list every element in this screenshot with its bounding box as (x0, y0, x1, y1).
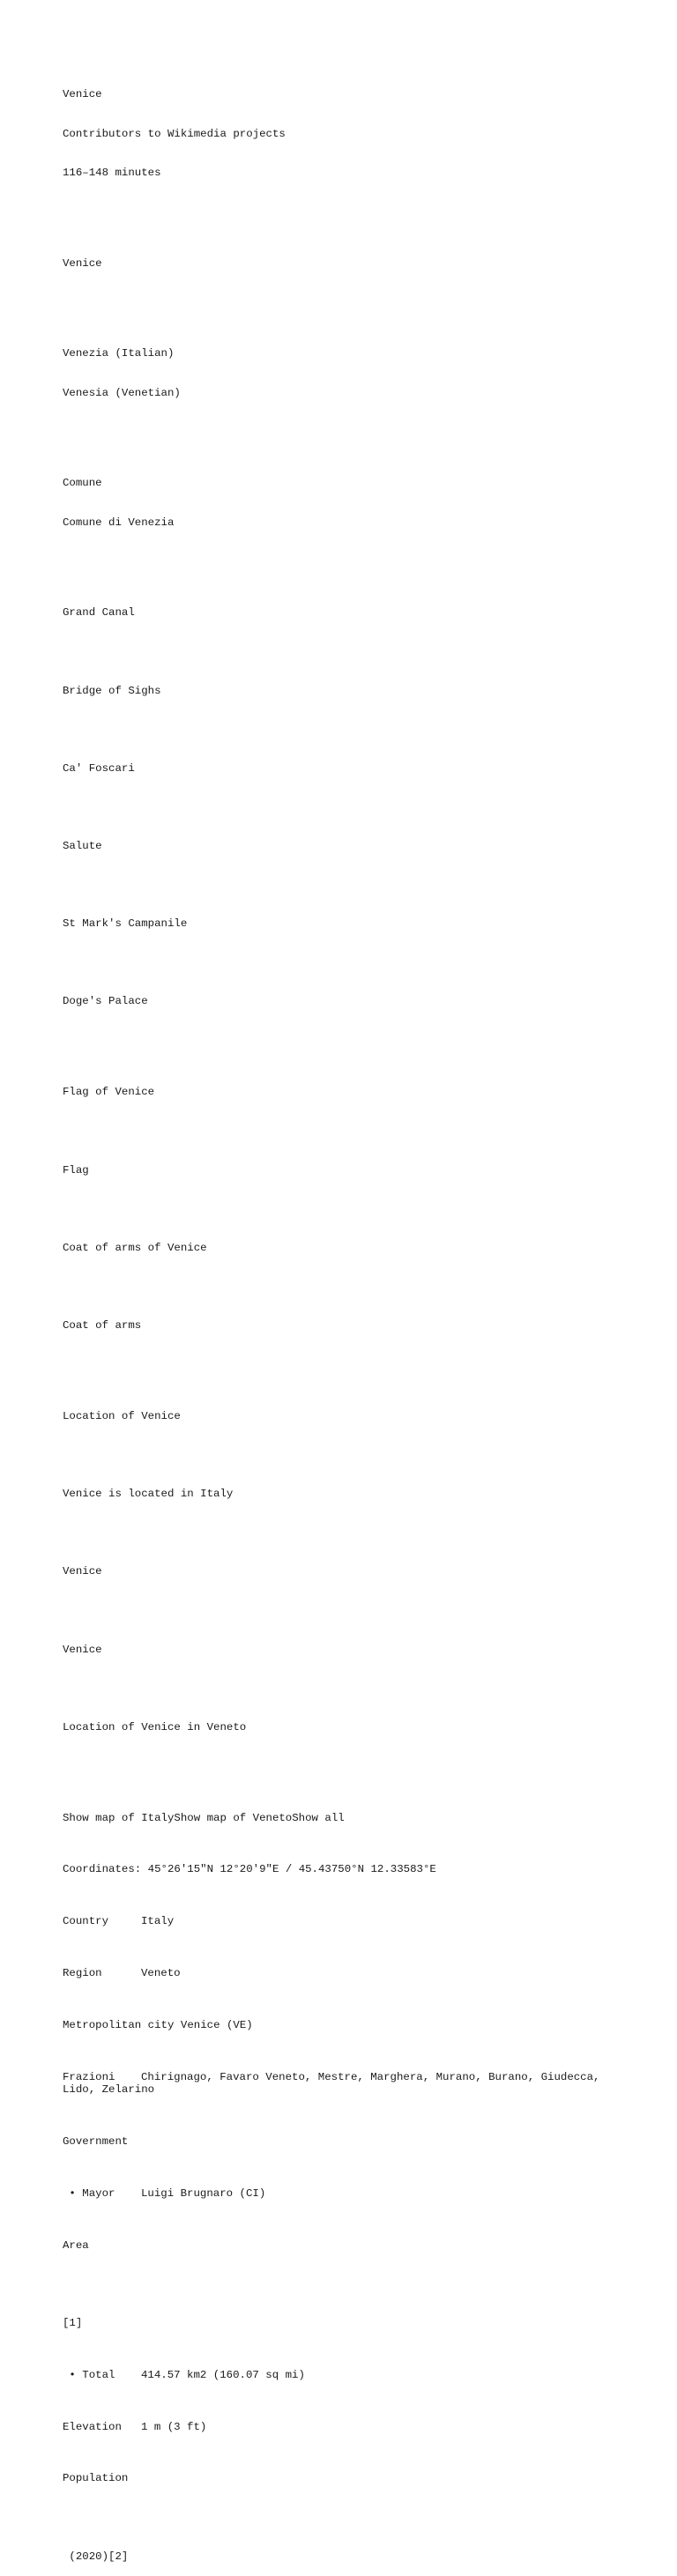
metro-city-row (63, 2019, 627, 2032)
spacer (63, 1604, 627, 1617)
article-text (63, 63, 627, 2576)
total-area-row (63, 2369, 627, 2382)
spacer (63, 1203, 627, 1216)
total-area-label: • Total (63, 2368, 115, 2381)
area-reference-link[interactable]: [1] (63, 2317, 83, 2330)
spacer (63, 1035, 627, 1048)
mayor-value-link[interactable]: Luigi Brugnaro (CI) (141, 2187, 266, 2201)
spacer (63, 205, 627, 219)
spacer (63, 646, 627, 659)
country-value-link[interactable]: Italy (141, 1915, 175, 1928)
country-label: Country (63, 1915, 109, 1928)
population-label: Population (63, 2472, 129, 2485)
elevation-label: Elevation (63, 2420, 122, 2433)
spacer (63, 1358, 627, 1371)
mayor-label: • Mayor (63, 2187, 115, 2201)
elevation-row (63, 2421, 627, 2434)
flag-alt-text: Flag of Venice (63, 1086, 155, 1099)
location-map-alt-text: Location of Venice (63, 1409, 181, 1422)
show-all-maps-link[interactable]: Show all (292, 1811, 345, 1824)
spacer (63, 426, 627, 439)
spacer (63, 1449, 627, 1462)
metro-city-label: Metropolitan city (63, 2018, 175, 2031)
gallery-caption-campanile: St Mark's Campanile (63, 917, 188, 931)
spacer (63, 724, 627, 737)
spacer (63, 1526, 627, 1540)
spacer (63, 956, 627, 969)
coat-of-arms-caption-link[interactable]: Coat of arms (63, 1319, 142, 1332)
show-map-veneto-link[interactable]: Show map of Veneto (174, 1811, 293, 1824)
government-label: Government (63, 2135, 129, 2149)
official-name: Comune di Venezia (63, 516, 175, 529)
population-year-reference[interactable]: (2020)[2] (63, 2550, 129, 2563)
spacer (63, 879, 627, 892)
infobox-name: Venice (63, 256, 102, 270)
coat-of-arms-alt-text: Coat of arms of Venice (63, 1241, 207, 1254)
reading-time: 116–148 minutes (63, 166, 161, 179)
location-caption: Location of Venice in Veneto (63, 1720, 247, 1733)
spacer (63, 296, 627, 309)
area-label: Area (63, 2238, 89, 2252)
frazioni-row (63, 2071, 609, 2097)
region-row (63, 1967, 627, 1980)
metro-city-value-link[interactable]: Venice (VE) (180, 2018, 253, 2031)
located-in-text: Venice is located in Italy (63, 1488, 234, 1501)
native-name-italian: Venezia (Italian) (63, 347, 175, 360)
gallery-caption-bridge-of-sighs: Bridge of Sighs (63, 684, 161, 697)
country-row (63, 1915, 627, 1928)
spacer (63, 1281, 627, 1294)
settlement-type: Comune (63, 477, 102, 490)
elevation-value: 1 m (3 ft) (141, 2420, 207, 2433)
spacer (63, 1760, 627, 1773)
spacer (63, 801, 627, 814)
mayor-row (63, 2187, 627, 2201)
gallery-caption-salute: Salute (63, 840, 102, 853)
article-author: Contributors to Wikimedia projects (63, 127, 286, 140)
coordinates-label: Coordinates: (63, 1863, 142, 1876)
frazioni-value: Chirignago, Favaro Veneto, Mestre, Marghera, Murano, Burano, Giudecca, Lido, Zelarino (63, 2070, 600, 2097)
spacer (63, 1125, 627, 1139)
gallery-caption-ca-foscari: Ca' Foscari (63, 761, 135, 775)
show-map-italy-link[interactable]: Show map of Italy (63, 1811, 175, 1824)
spacer (63, 2512, 627, 2525)
map-switcher (63, 1812, 627, 1825)
native-name-venetian: Venesia (Venetian) (63, 386, 181, 399)
map-marker-label: Venice (63, 1643, 102, 1656)
frazioni-label: Frazioni (63, 2070, 115, 2083)
spacer (63, 555, 627, 568)
coordinates-row (63, 1863, 627, 1876)
article-title: Venice (63, 88, 102, 101)
spacer (63, 2278, 627, 2291)
map-marker-label: Venice (63, 1565, 102, 1578)
flag-caption-link[interactable]: Flag (63, 1163, 89, 1177)
region-label: Region (63, 1967, 102, 1980)
total-area-value: 414.57 km2 (160.07 sq mi) (141, 2368, 305, 2381)
gallery-caption-doges-palace: Doge's Palace (63, 995, 148, 1008)
gallery-caption-grand-canal: Grand Canal (63, 606, 135, 620)
coordinates-link[interactable]: 45°26′15″N 12°20′9″E / 45.43750°N 12.33583°E (147, 1863, 436, 1876)
spacer (63, 1682, 627, 1696)
region-value-link[interactable]: Veneto (141, 1967, 181, 1980)
